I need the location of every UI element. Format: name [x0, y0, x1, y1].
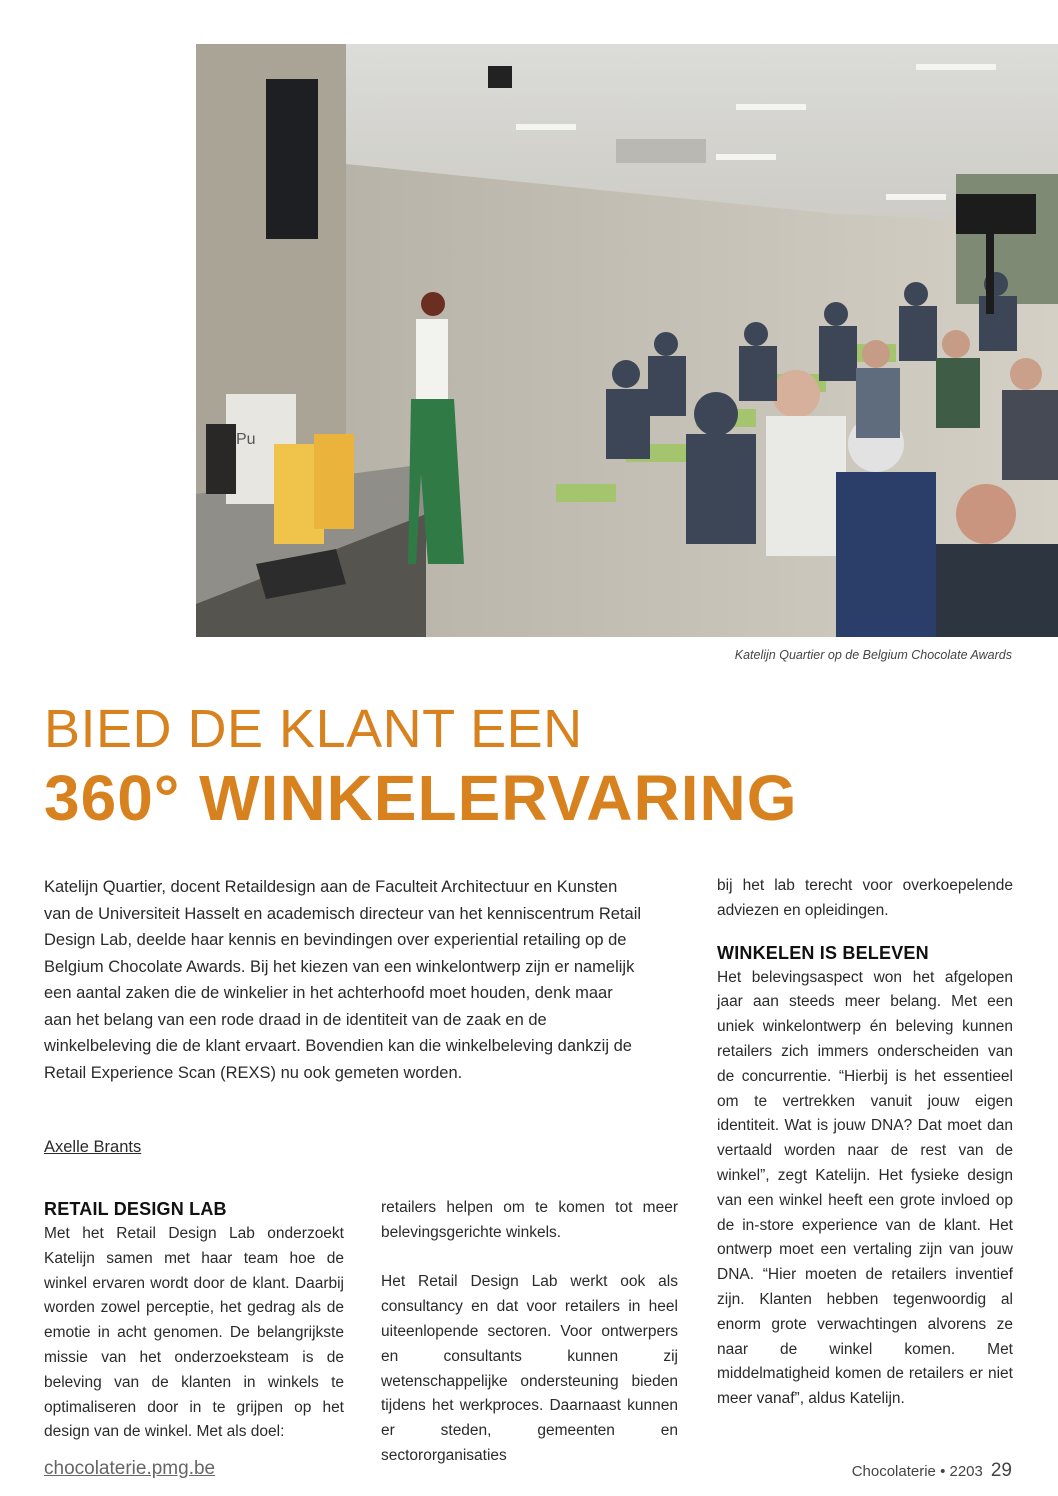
- column-1: [44, 1196, 344, 1445]
- footer-website-link[interactable]: chocolaterie.pmg.be: [44, 1458, 216, 1479]
- bag-text: Pu: [236, 431, 256, 448]
- article-photo: [196, 44, 1058, 637]
- page-number: 29: [990, 1460, 1012, 1481]
- footer-issue-label: Chocolaterie • 2203: [851, 1463, 983, 1480]
- column-2: [381, 1196, 678, 1469]
- section-heading-winkelen-is-beleven: WINKELEN IS BELEVEN: [717, 942, 929, 963]
- author-link[interactable]: Axelle Brants: [44, 1138, 142, 1156]
- footer-issue: [852, 1460, 1012, 1482]
- lecture-hall-photo: [196, 44, 1058, 637]
- photo-caption: Katelijn Quartier op de Belgium Chocolate Awards: [734, 648, 1012, 662]
- section-heading-retail-design-lab: RETAIL DESIGN LAB: [44, 1199, 227, 1219]
- intro-paragraph: Katelijn Quartier, docent Retaildesign aan de Faculteit Architectuur en Kunsten van de Universiteit Hasselt en academisch directeur van het kenniscentrum Retail Design Lab, deelde haar kennis en bevindingen over experiential retailing op de Belgium Chocolate Awards. Bij het kiezen van een winkelontwerp zijn er namelijk een aantal zaken die de winkelier in het achterhoofd moet houden, denk maar aan het belang van een rode draad in de identiteit van de zaak en de winkelbeleving die de klant ervaart. Bovendien kan die winkelbeleving dankzij de Retail Experience Scan (REXS) nu ook gemeten worden.: [44, 878, 642, 1082]
- headline-line2: 360° WINKELERVARING: [44, 762, 798, 834]
- headline-line1: BIED DE KLANT EEN: [44, 699, 583, 759]
- headline: [44, 694, 797, 836]
- section1-paragraph-1: Met het Retail Design Lab onderzoekt Katelijn samen met haar team hoe de winkel ervaren wordt door de klant. Daarbij worden zowel perceptie, het gedrag als de emotie in acht genomen. De belangrijkste missie van het onderzoeksteam is de beleving van de klanten in winkels te optimaliseren door in te grijpen op het design van de winkel. Met als doel:: [44, 1225, 344, 1441]
- section1-paragraph-1-continued: retailers helpen om te komen tot meer belevingsgerichte winkels.: [381, 1199, 678, 1241]
- section1-paragraph-2-continued: bij het lab terecht voor overkoepelende adviezen en opleidingen.: [717, 877, 1013, 919]
- column-3: [717, 874, 1013, 1412]
- section2-paragraph-1: Het belevingsaspect won het afgelopen jaar aan steeds meer belang. Met een uniek winkelontwerp én beleving kunnen retailers zich immers onderscheiden van de concurrentie. “Hierbij is het essentieel om te vertrekken vanuit jouw eigen identiteit. Wat is jouw DNA? Dat moet dan vertaald worden naar de rest van de winkel”, zegt Katelijn. Het fysieke design van een winkel heeft een grote invloed op de in-store experience van de klant. Het ontwerp moet een vertaling zijn van jouw DNA. “Hier moeten de retailers inventief zijn. Klanten hebben tegenwoordig al enorm grote verwachtingen alvorens ze naar de winkel komen. Met middelmatigheid komen de retailers er niet meer vanaf”, aldus Katelijn.: [717, 968, 1013, 1408]
- section1-paragraph-2: Het Retail Design Lab werkt ook als consultancy en dat voor retailers in heel uiteenlopende sectoren. Voor ontwerpers en consultants kunnen zij wetenschappelijke ondersteuning bieden tijdens het werkproces. Daarnaast kunnen er steden, gemeenten en sectororganisaties: [381, 1273, 678, 1464]
